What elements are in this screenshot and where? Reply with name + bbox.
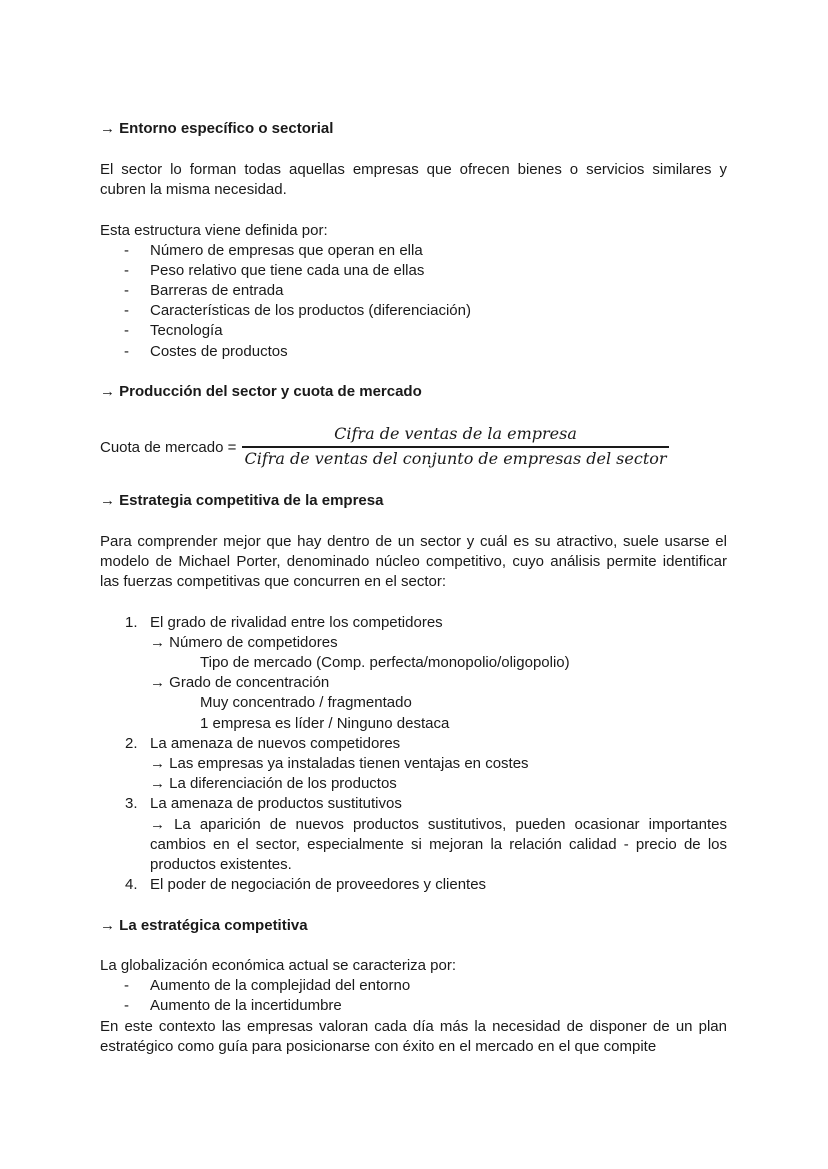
force-title: El grado de rivalidad entre los competidores xyxy=(150,614,443,631)
list-number: 3. xyxy=(125,795,138,812)
list-item: Número de empresas que operan en ella xyxy=(150,242,423,259)
paragraph-line: estratégico como guía para posicionarse con éxito en el mercado en el que compite xyxy=(100,1038,657,1055)
force-title: La amenaza de nuevos competidores xyxy=(150,735,401,752)
force-subpoint: → La diferenciación de los productos xyxy=(150,775,397,792)
list-number: 2. xyxy=(125,735,138,752)
force-subpoint: productos existentes. xyxy=(150,856,292,873)
bullet-dash: - xyxy=(124,997,129,1014)
force-subpoint: → La aparición de nuevos productos sustitutivos, pueden ocasionar importantes xyxy=(150,816,727,833)
force-subpoint: → Número de competidores xyxy=(150,634,338,651)
heading-entorno-especifico: → Entorno específico o sectorial xyxy=(100,120,334,137)
heading-estrategia-competitiva: → Estrategia competitiva de la empresa xyxy=(100,492,384,509)
list-item: Costes de productos xyxy=(150,343,288,360)
force-detail: Tipo de mercado (Comp. perfecta/monopolio/oligopolio) xyxy=(200,654,570,671)
list-item: Aumento de la incertidumbre xyxy=(150,997,342,1014)
list-intro: La globalización económica actual se caracteriza por: xyxy=(100,957,457,974)
bullet-dash: - xyxy=(124,262,129,279)
list-number: 1. xyxy=(125,614,138,631)
list-number: 4. xyxy=(125,876,138,893)
list-item: Aumento de la complejidad del entorno xyxy=(150,977,411,994)
bullet-dash: - xyxy=(124,302,129,319)
force-title: La amenaza de productos sustitutivos xyxy=(150,795,402,812)
heading-produccion-sector: → Producción del sector y cuota de mercado xyxy=(100,383,422,400)
list-item: Características de los productos (diferenciación) xyxy=(150,302,471,319)
bullet-dash: - xyxy=(124,343,129,360)
list-item: Tecnología xyxy=(150,322,223,339)
list-intro: Esta estructura viene definida por: xyxy=(100,222,328,239)
paragraph-line: El sector lo forman todas aquellas empresas que ofrecen bienes o servicios similares y xyxy=(100,161,727,178)
list-item: Barreras de entrada xyxy=(150,282,284,299)
paragraph-line: modelo de Michael Porter, denominado núcleo competitivo, cuyo análisis permite identificar xyxy=(100,553,727,570)
bullet-dash: - xyxy=(124,977,129,994)
force-detail: Muy concentrado / fragmentado xyxy=(200,694,412,711)
bullet-dash: - xyxy=(124,322,129,339)
formula-numerator: Cifra de ventas de la empresa xyxy=(334,424,577,443)
heading-estrategica-competitiva: → La estratégica competitiva xyxy=(100,917,308,934)
paragraph-line: las fuerzas competitivas que concurren en el sector: xyxy=(100,573,447,590)
bullet-dash: - xyxy=(124,282,129,299)
formula-label: Cuota de mercado = xyxy=(100,439,237,456)
force-subpoint: cambios en el sector, especialmente si mejoran la relación calidad - precio de los xyxy=(150,836,727,853)
force-title: El poder de negociación de proveedores y clientes xyxy=(150,876,487,893)
formula-denominator: Cifra de ventas del conjunto de empresas del sector xyxy=(244,449,667,468)
fraction-bar xyxy=(242,446,669,448)
paragraph-line: En este contexto las empresas valoran cada día más la necesidad de disponer de un plan xyxy=(100,1018,727,1035)
force-detail: 1 empresa es líder / Ninguno destaca xyxy=(200,715,450,732)
paragraph-line: Para comprender mejor que hay dentro de un sector y cuál es su atractivo, suele usarse el xyxy=(100,533,727,550)
list-item: Peso relativo que tiene cada una de ellas xyxy=(150,262,425,279)
force-subpoint: → Las empresas ya instaladas tienen ventajas en costes xyxy=(150,755,529,772)
force-subpoint: → Grado de concentración xyxy=(150,674,330,691)
paragraph-line: cubren la misma necesidad. xyxy=(100,181,287,198)
bullet-dash: - xyxy=(124,242,129,259)
